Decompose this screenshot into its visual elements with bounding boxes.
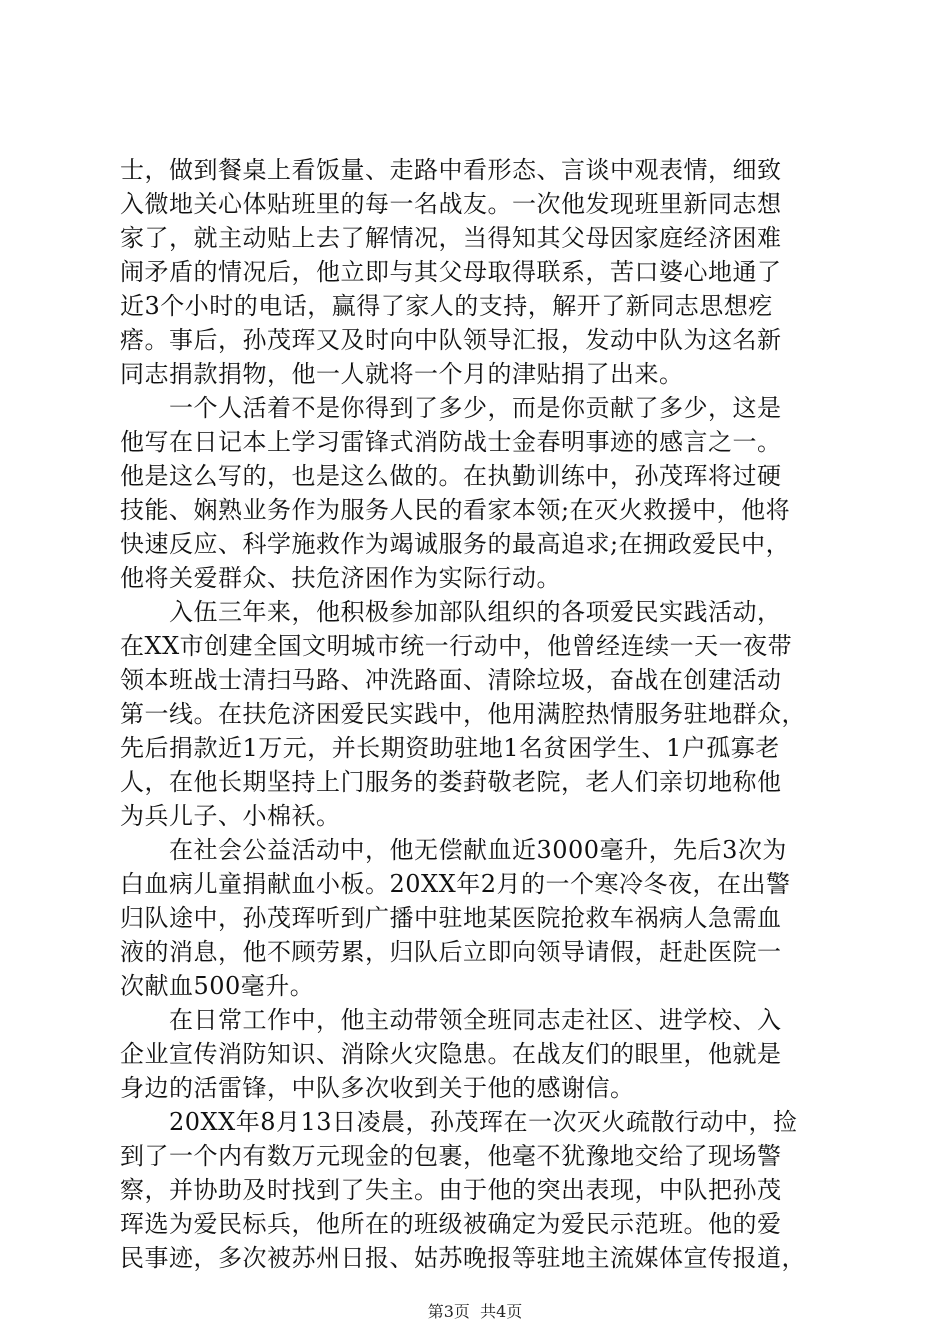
text-line: 白血病儿童捐献血小板。20XX年2月的一个寒冷冬夜，在出警 (120, 870, 791, 898)
text-line: 入微地关心体贴班里的每一名战友。一次他发现班里新同志想 (120, 190, 782, 218)
text-line: 他是这么写的，也是这么做的。在执勤训练中，孙茂珲将过硬 (120, 462, 782, 490)
text-line: 先后捐款近1万元，并长期资助驻地1名贫困学生、1户孤寡老 (120, 734, 780, 762)
text-line: 20XX年8月13日凌晨，孙茂珲在一次灭火疏散行动中，捡 (120, 1108, 798, 1136)
body-text (120, 153, 840, 1275)
text-line: 民事迹，多次被苏州日报、姑苏晚报等驻地主流媒体宣传报道， (120, 1244, 806, 1272)
text-line: 快速反应、科学施救作为竭诚服务的最高追求;在拥政爱民中， (120, 530, 791, 558)
text-line: 企业宣传消防知识、消除火灾隐患。在战友们的眼里，他就是 (120, 1040, 782, 1068)
text-line: 他写在日记本上学习雷锋式消防战士金春明事迹的感言之一。 (120, 428, 782, 456)
text-line: 到了一个内有数万元现金的包裹，他毫不犹豫地交给了现场警 (120, 1142, 782, 1170)
text-line: 领本班战士清扫马路、冲洗路面、清除垃圾，奋战在创建活动 (120, 666, 782, 694)
text-line: 在XX市创建全国文明城市统一行动中，他曾经连续一天一夜带 (120, 632, 793, 660)
text-line: 第一线。在扶危济困爱民实践中，他用满腔热情服务驻地群众， (120, 700, 806, 728)
text-line: 一个人活着不是你得到了多少，而是你贡献了多少，这是 (120, 394, 782, 422)
text-line: 在社会公益活动中，他无偿献血近3000毫升，先后3次为 (120, 836, 787, 864)
text-line: 归队途中，孙茂珲听到广播中驻地某医院抢救车祸病人急需血 (120, 904, 782, 932)
text-line: 次献血500毫升。 (120, 972, 315, 1000)
text-line: 入伍三年来，他积极参加部队组织的各项爱民实践活动， (120, 598, 782, 626)
text-line: 在日常工作中，他主动带领全班同志走社区、进学校、入 (120, 1006, 782, 1034)
text-line: 为兵儿子、小棉袄。 (120, 802, 341, 830)
text-line: 瘩。事后，孙茂珲又及时向中队领导汇报，发动中队为这名新 (120, 326, 782, 354)
text-line: 液的消息，他不顾劳累，归队后立即向领导请假，赶赴医院一 (120, 938, 782, 966)
text-line: 他将关爱群众、扶危济困作为实际行动。 (120, 564, 561, 592)
text-line: 人，在他长期坚持上门服务的娄葑敬老院，老人们亲切地称他 (120, 768, 782, 796)
text-line: 技能、娴熟业务作为服务人民的看家本领;在灭火救援中，他将 (120, 496, 791, 524)
text-line: 家了，就主动贴上去了解情况，当得知其父母因家庭经济困难 (120, 224, 782, 252)
text-line: 近3个小时的电话，赢得了家人的支持，解开了新同志思想疙 (120, 292, 773, 320)
text-line: 身边的活雷锋，中队多次收到关于他的感谢信。 (120, 1074, 635, 1102)
text-line: 闹矛盾的情况后，他立即与其父母取得联系，苦口婆心地通了 (120, 258, 782, 286)
text-line: 珲选为爱民标兵，他所在的班级被确定为爱民示范班。他的爱 (120, 1210, 782, 1238)
text-line: 同志捐款捐物，他一人就将一个月的津贴捐了出来。 (120, 360, 684, 388)
page-number-footer: 第3页 共4页 (427, 1302, 523, 1321)
text-line: 察，并协助及时找到了失主。由于他的突出表现，中队把孙茂 (120, 1176, 782, 1204)
text-line: 士，做到餐桌上看饭量、走路中看形态、言谈中观表情，细致 (120, 156, 782, 184)
